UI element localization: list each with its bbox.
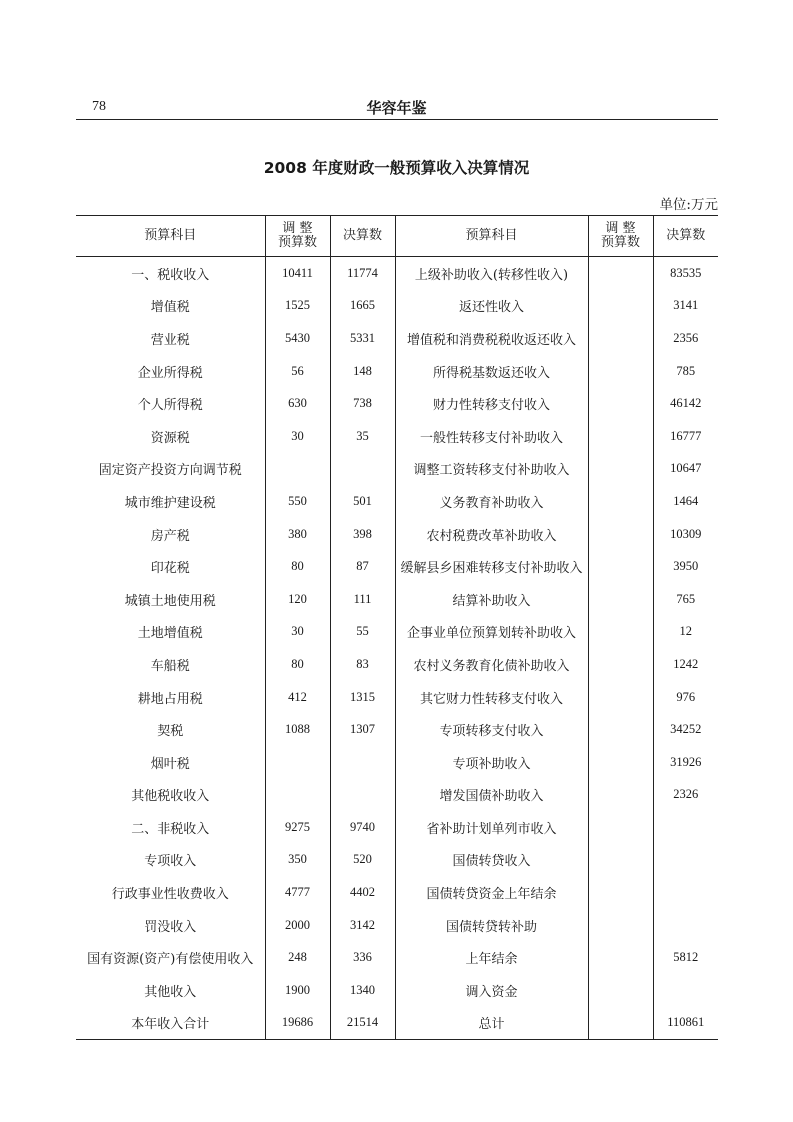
cell-item-left: 企业所得税 (137, 365, 203, 381)
cell-final-right: 46142 (653, 387, 718, 420)
cell-final-right: 2326 (653, 779, 718, 812)
cell-final-right: 10647 (653, 453, 718, 486)
cell-item-right: 专项补助收入 (395, 746, 588, 779)
cell-final-left: 1307 (330, 713, 395, 746)
table-row (76, 909, 718, 942)
cell-adjusted-left: 4777 (265, 876, 330, 909)
table-header-row (76, 216, 718, 257)
cell-final-left: 11774 (330, 257, 395, 290)
cell-adjusted-left (265, 453, 330, 486)
cell-final-left: 520 (330, 844, 395, 877)
cell-adjusted-right (588, 518, 653, 551)
cell-adjusted-right (588, 355, 653, 388)
cell-final-right: 83535 (653, 257, 718, 290)
table-row (76, 616, 718, 649)
cell-adjusted-left: 80 (265, 648, 330, 681)
col-header-final-right: 决算数 (653, 216, 718, 257)
cell-item-right: 省补助计划单列市收入 (395, 811, 588, 844)
cell-adjusted-right (588, 550, 653, 583)
cell-adjusted-right (588, 681, 653, 714)
cell-adjusted-right (588, 322, 653, 355)
table-row (76, 844, 718, 877)
cell-item-left: 车船税 (150, 658, 190, 674)
cell-adjusted-right (588, 257, 653, 290)
cell-final-left: 398 (330, 518, 395, 551)
cell-item-left: 个人所得税 (137, 398, 203, 414)
cell-item-right: 结算补助收入 (395, 583, 588, 616)
table-row (76, 974, 718, 1007)
cell-final-right: 12 (653, 616, 718, 649)
cell-item-left: 烟叶税 (150, 756, 190, 772)
cell-final-left: 55 (330, 616, 395, 649)
cell-adjusted-left (265, 746, 330, 779)
cell-adjusted-left: 80 (265, 550, 330, 583)
cell-adjusted-right (588, 420, 653, 453)
table-row (76, 941, 718, 974)
table-row (76, 290, 718, 323)
cell-item-right: 一般性转移支付补助收入 (395, 420, 588, 453)
cell-adjusted-right (588, 974, 653, 1007)
cell-item-left: 房产税 (150, 528, 190, 544)
cell-item-left: 其他税收收入 (131, 789, 210, 805)
cell-item-left: 本年收入合计 (76, 1007, 265, 1040)
cell-final-left: 148 (330, 355, 395, 388)
cell-final-left: 5331 (330, 322, 395, 355)
cell-item-left: 行政事业性收费收入 (111, 887, 229, 903)
cell-item-right: 国债转贷收入 (395, 844, 588, 877)
table-row (76, 713, 718, 746)
col-header-item-right: 预算科目 (395, 216, 588, 257)
col-header-adjusted-left-line1: 调 整 (282, 221, 313, 236)
cell-adjusted-right (588, 485, 653, 518)
cell-item-left: 国有资源(资产)有偿使用收入 (87, 952, 254, 968)
cell-final-right: 3141 (653, 290, 718, 323)
cell-item-left: 其他收入 (144, 984, 197, 1000)
cell-adjusted-left (265, 779, 330, 812)
cell-final-left: 21514 (330, 1007, 395, 1040)
cell-adjusted-left: 10411 (265, 257, 330, 290)
cell-final-right (653, 876, 718, 909)
cell-final-left (330, 746, 395, 779)
cell-final-left: 1665 (330, 290, 395, 323)
table-row (76, 322, 718, 355)
table-body (76, 257, 718, 1040)
cell-item-left: 耕地占用税 (137, 691, 203, 707)
cell-final-right (653, 909, 718, 942)
cell-final-left: 1315 (330, 681, 395, 714)
cell-adjusted-right (588, 1007, 653, 1040)
cell-item-right: 财力性转移支付收入 (395, 387, 588, 420)
cell-item-right: 返还性收入 (395, 290, 588, 323)
table-row (76, 550, 718, 583)
cell-item-left: 固定资产投资方向调节税 (98, 463, 242, 479)
cell-adjusted-left: 30 (265, 420, 330, 453)
cell-final-left: 3142 (330, 909, 395, 942)
budget-table (76, 215, 718, 1040)
table-row (76, 485, 718, 518)
table-row (76, 876, 718, 909)
cell-item-left: 土地增值税 (137, 626, 203, 642)
cell-item-right: 总计 (395, 1007, 588, 1040)
running-head-title: 华容年鉴 (366, 99, 427, 117)
cell-item-right: 调整工资转移支付补助收入 (395, 453, 588, 486)
cell-item-right: 其它财力性转移支付收入 (395, 681, 588, 714)
col-header-adjusted-right-line1: 调 整 (605, 221, 636, 236)
cell-item-right: 农村税费改革补助收入 (395, 518, 588, 551)
cell-adjusted-left: 30 (265, 616, 330, 649)
cell-final-left: 83 (330, 648, 395, 681)
cell-adjusted-right (588, 387, 653, 420)
cell-item-left: 资源税 (150, 430, 190, 446)
col-header-item-left: 预算科目 (76, 216, 265, 257)
col-header-final-left: 决算数 (330, 216, 395, 257)
cell-final-right: 10309 (653, 518, 718, 551)
cell-final-left: 35 (330, 420, 395, 453)
table-row (76, 648, 718, 681)
cell-item-right: 专项转移支付收入 (395, 713, 588, 746)
cell-final-right: 2356 (653, 322, 718, 355)
cell-adjusted-right (588, 453, 653, 486)
cell-adjusted-left: 550 (265, 485, 330, 518)
cell-final-right: 3950 (653, 550, 718, 583)
cell-final-left: 4402 (330, 876, 395, 909)
cell-item-right: 上级补助收入(转移性收入) (395, 257, 588, 290)
cell-adjusted-left: 5430 (265, 322, 330, 355)
cell-item-left: 罚没收入 (144, 919, 197, 935)
cell-item-left: 印花税 (150, 561, 190, 577)
col-header-adjusted-right (588, 216, 653, 257)
cell-final-left (330, 779, 395, 812)
table-row (76, 518, 718, 551)
cell-final-right: 976 (653, 681, 718, 714)
table-row (76, 453, 718, 486)
cell-item-right: 上年结余 (395, 941, 588, 974)
cell-item-right: 国债转贷转补助 (395, 909, 588, 942)
cell-final-right: 5812 (653, 941, 718, 974)
cell-adjusted-left: 1088 (265, 713, 330, 746)
cell-adjusted-right (588, 811, 653, 844)
cell-adjusted-left: 1900 (265, 974, 330, 1007)
cell-final-left: 501 (330, 485, 395, 518)
table-title: 2008 年度财政一般预算收入决算情况 (263, 159, 530, 177)
cell-item-right: 所得税基数返还收入 (395, 355, 588, 388)
cell-adjusted-right (588, 844, 653, 877)
cell-adjusted-left: 56 (265, 355, 330, 388)
cell-adjusted-right (588, 941, 653, 974)
cell-adjusted-right (588, 648, 653, 681)
cell-final-left: 111 (330, 583, 395, 616)
cell-final-left: 336 (330, 941, 395, 974)
cell-adjusted-left: 1525 (265, 290, 330, 323)
cell-item-right: 调入资金 (395, 974, 588, 1007)
cell-item-right: 缓解县乡困难转移支付补助收入 (395, 550, 588, 583)
cell-item-right: 农村义务教育化债补助收入 (395, 648, 588, 681)
cell-item-right: 义务教育补助收入 (395, 485, 588, 518)
table-row (76, 387, 718, 420)
cell-final-right: 34252 (653, 713, 718, 746)
cell-adjusted-right (588, 909, 653, 942)
table-row (76, 583, 718, 616)
cell-item-left: 增值税 (150, 300, 190, 316)
cell-item-left: 专项收入 (144, 854, 197, 870)
cell-final-right (653, 844, 718, 877)
cell-adjusted-right (588, 779, 653, 812)
table-row (76, 779, 718, 812)
cell-adjusted-right (588, 746, 653, 779)
cell-adjusted-left: 2000 (265, 909, 330, 942)
cell-final-right: 765 (653, 583, 718, 616)
cell-adjusted-left: 19686 (265, 1007, 330, 1040)
cell-adjusted-right (588, 713, 653, 746)
table-row (76, 746, 718, 779)
cell-adjusted-left: 248 (265, 941, 330, 974)
cell-adjusted-right (588, 290, 653, 323)
col-header-adjusted-right-line2: 预算数 (600, 235, 640, 250)
cell-item-left: 城镇土地使用税 (124, 593, 216, 609)
table-row (76, 355, 718, 388)
cell-adjusted-left: 412 (265, 681, 330, 714)
table-row (76, 420, 718, 453)
cell-final-right: 16777 (653, 420, 718, 453)
cell-adjusted-left: 350 (265, 844, 330, 877)
cell-adjusted-left: 380 (265, 518, 330, 551)
cell-item-left: 营业税 (150, 332, 190, 348)
table-row (76, 1007, 718, 1040)
header-rule (76, 119, 718, 120)
cell-item-right: 增发国债补助收入 (395, 779, 588, 812)
cell-adjusted-left: 630 (265, 387, 330, 420)
cell-adjusted-right (588, 616, 653, 649)
table-row (76, 681, 718, 714)
col-header-adjusted-left-line2: 预算数 (277, 235, 317, 250)
cell-final-left: 738 (330, 387, 395, 420)
cell-final-right: 785 (653, 355, 718, 388)
cell-item-left: 契税 (157, 724, 184, 740)
cell-final-left: 1340 (330, 974, 395, 1007)
cell-adjusted-left: 120 (265, 583, 330, 616)
unit-label: 单位:万元 (659, 197, 718, 213)
col-header-adjusted-left (265, 216, 330, 257)
cell-final-right (653, 811, 718, 844)
cell-final-right (653, 974, 718, 1007)
cell-final-right: 1464 (653, 485, 718, 518)
cell-final-left: 87 (330, 550, 395, 583)
cell-item-left: 一、税收收入 (131, 267, 210, 283)
cell-final-right: 110861 (653, 1007, 718, 1040)
cell-final-right: 1242 (653, 648, 718, 681)
cell-adjusted-left: 9275 (265, 811, 330, 844)
table-row (76, 257, 718, 290)
cell-final-left (330, 453, 395, 486)
cell-final-left: 9740 (330, 811, 395, 844)
cell-item-right: 企事业单位预算划转补助收入 (395, 616, 588, 649)
cell-adjusted-right (588, 583, 653, 616)
cell-item-left: 城市维护建设税 (124, 495, 216, 511)
cell-adjusted-right (588, 876, 653, 909)
cell-final-right: 31926 (653, 746, 718, 779)
cell-item-right: 国债转贷资金上年结余 (395, 876, 588, 909)
cell-item-right: 增值税和消费税税收返还收入 (395, 322, 588, 355)
cell-item-left: 二、非税收入 (131, 821, 210, 837)
table-row (76, 811, 718, 844)
page-number: 78 (92, 99, 106, 114)
